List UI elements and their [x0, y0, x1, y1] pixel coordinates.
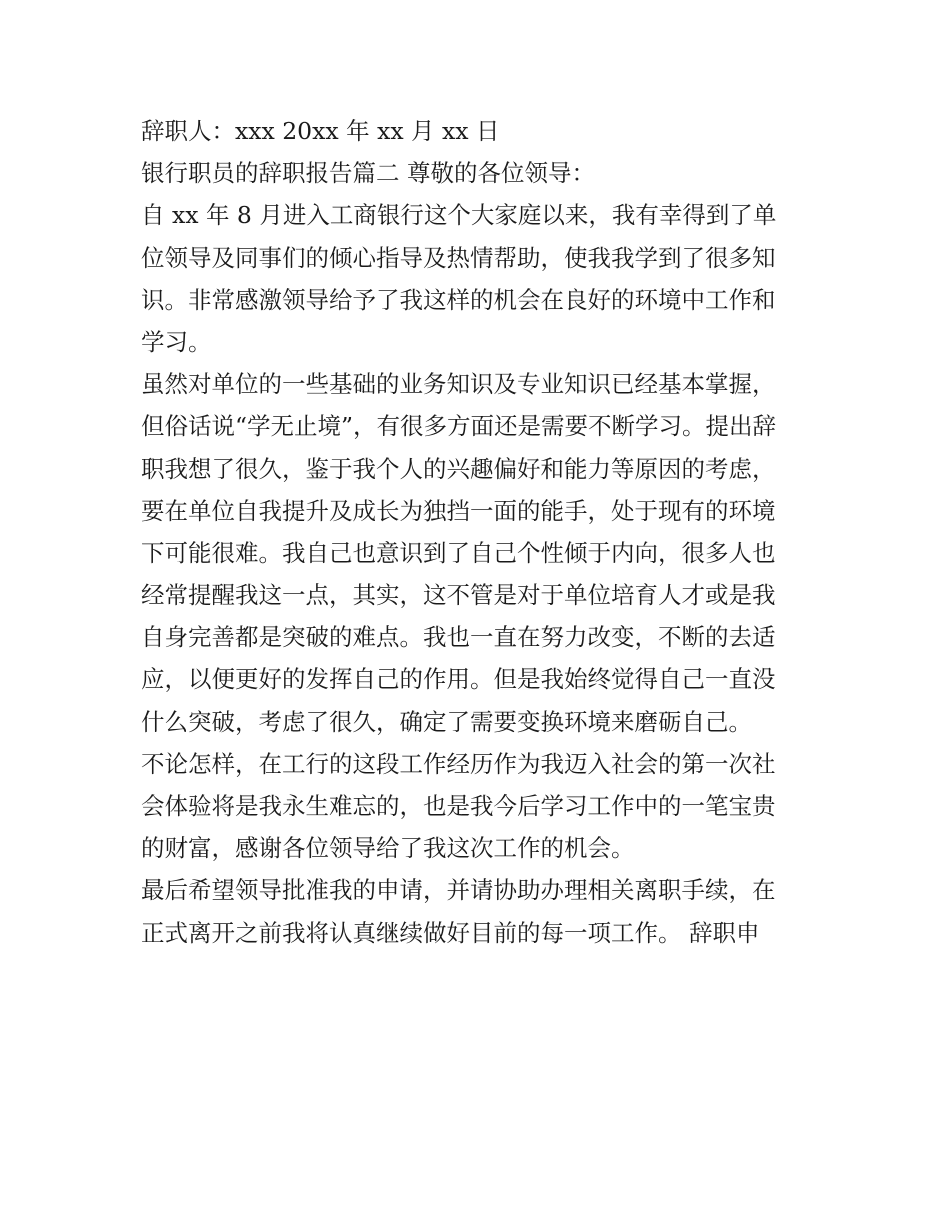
document-body: [141, 110, 821, 954]
text-line: 位领导及同事们的倾心指导及热情帮助，使我我学到了很多知: [141, 243, 776, 272]
text-line: 识。非常感激领导给予了我这样的机会在良好的环境中工作和: [141, 285, 776, 314]
text-line: 什么突破，考虑了很久，确定了需要变换环境来磨砺自己。: [141, 707, 752, 736]
text-line: 要在单位自我提升及成长为独挡一面的能手，处于现有的环境: [141, 496, 776, 525]
text-line: 正式离开之前我将认真继续做好目前的每一项工作。 辞职申: [141, 918, 760, 947]
text-line: 自 xx 年 8 月进入工商银行这个大家庭以来，我有幸得到了单: [141, 201, 777, 230]
text-line: 银行职员的辞职报告篇二 尊敬的各位领导：: [141, 159, 595, 188]
text-line: 经常提醒我这一点，其实，这不管是对于单位培育人才或是我: [141, 581, 776, 610]
text-line: 虽然对单位的一些基础的业务知识及专业知识已经基本掌握，: [141, 370, 776, 399]
text-line: 的财富，感谢各位领导给了我这次工作的机会。: [141, 834, 635, 863]
text-line: 职我想了很久，鉴于我个人的兴趣偏好和能力等原因的考虑，: [141, 454, 776, 483]
text-line: 辞职人：xxx 20xx 年 xx 月 xx 日: [141, 117, 500, 145]
text-line: 学习。: [141, 327, 212, 356]
text-line: 但俗话说“学无止境”，有很多方面还是需要不断学习。提出辞: [141, 412, 777, 441]
text-line: 会体验将是我永生难忘的，也是我今后学习工作中的一笔宝贵: [141, 792, 776, 820]
text-line: 最后希望领导批准我的申请，并请协助办理相关离职手续，在: [141, 876, 776, 905]
text-line: 下可能很难。我自己也意识到了自己个性倾于内向，很多人也: [141, 538, 776, 567]
text-line: 自身完善都是突破的难点。我也一直在努力改变，不断的去适: [141, 623, 776, 652]
text-line: 不论怎样，在工行的这段工作经历作为我迈入社会的第一次社: [141, 749, 776, 778]
text-line: 应，以便更好的发挥自己的作用。但是我始终觉得自己一直没: [141, 665, 776, 694]
